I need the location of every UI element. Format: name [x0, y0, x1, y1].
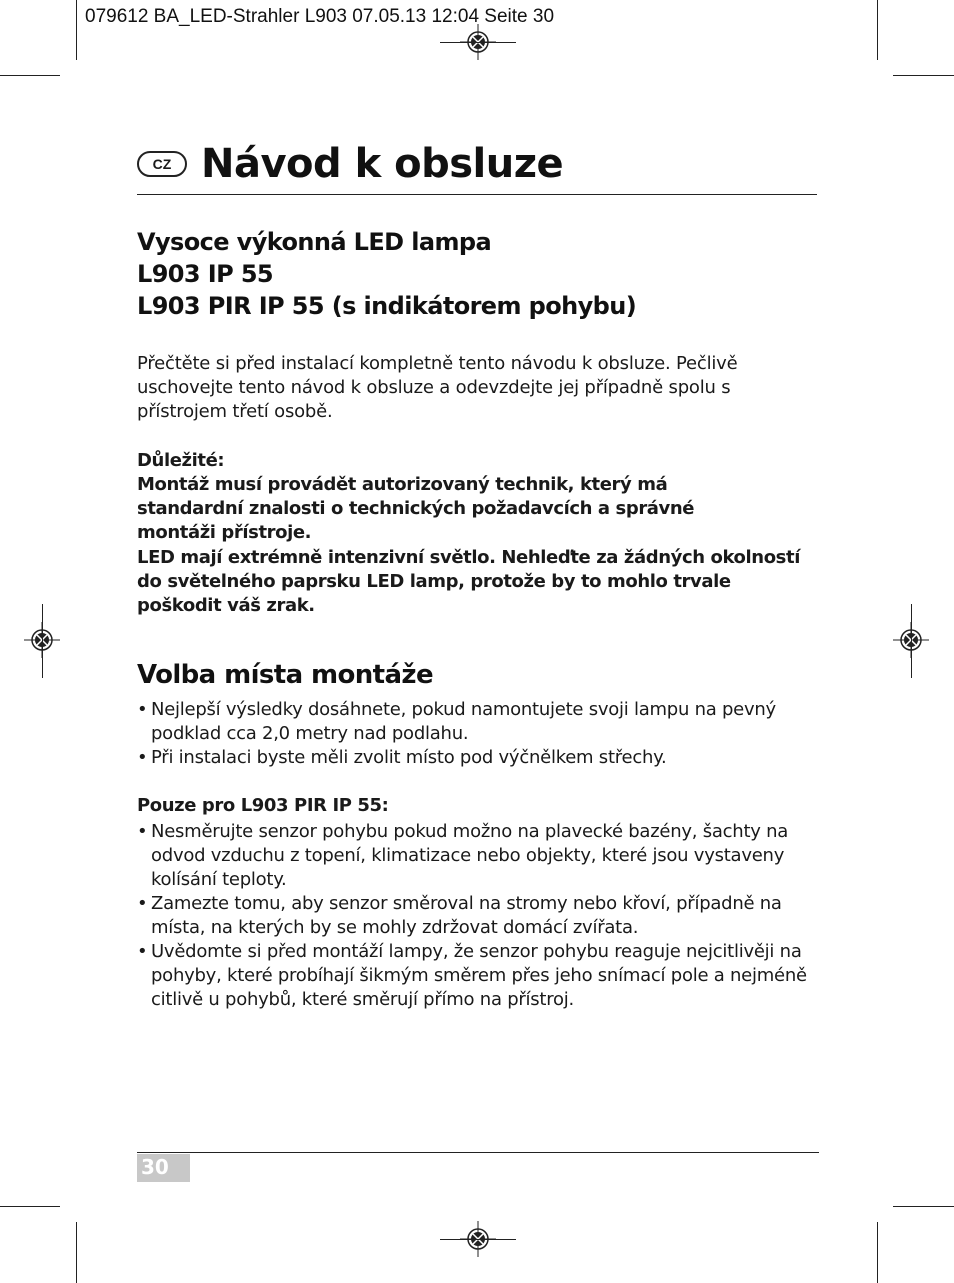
- crop-mark: [440, 42, 516, 43]
- footer-divider: [137, 1152, 819, 1153]
- crop-mark: [440, 1239, 516, 1240]
- pir-subheading: Pouze pro L903 PIR IP 55:: [137, 795, 389, 816]
- mounting-list: [137, 698, 821, 770]
- title-divider: [137, 194, 817, 195]
- section-heading: Volba místa montáže: [137, 660, 433, 690]
- list-item: • Nesměrujte senzor pohybu pokud možno na plavecké bazény, šachty na odvod vzduchu z topení, klimatizace nebo objekty, které jsou vystaveny kolísání teploty.: [137, 820, 821, 892]
- list-item: • Uvědomte si před montáží lampy, že senzor pohybu reaguje nejcitlivěji na pohyby, které probíhají šikmým směrem přes jeho snímací pole a nejméně citlivě u pohybů, které směrují přímo na přístroj.: [137, 940, 821, 1012]
- language-badge: CZ: [137, 151, 187, 177]
- important-text: Montáž musí provádět autorizovaný technik, který má standardní znalosti o technických požadavcích a správné montáži přístroje.: [137, 474, 695, 543]
- crop-mark: [42, 604, 43, 678]
- important-note: [137, 449, 777, 545]
- list-item: • Zamezte tomu, aby senzor směroval na stromy nebo křoví, případně na místa, na kterých by se mohly zdržovat domácí zvířata.: [137, 892, 821, 940]
- crop-mark: [76, 1222, 77, 1283]
- important-label: Důležité:: [137, 450, 225, 471]
- warning-paragraph: LED mají extrémně intenzivní světlo. Nehleďte za žádných okolností do světelného paprsku LED lamp, protože by to mohlo trvale poškodit váš zrak.: [137, 547, 800, 616]
- list-item: • Nejlepší výsledky dosáhnete, pokud namontujete svoji lampu na pevný podklad cca 2,0 metry nad podlahu.: [137, 698, 821, 746]
- list-item: • Při instalaci byste měli zvolit místo pod výčnělkem střechy.: [137, 746, 821, 770]
- crop-mark: [911, 604, 912, 678]
- print-header: 079612 BA_LED-Strahler L903 07.05.13 12:04 Seite 30: [85, 6, 555, 27]
- crop-mark: [0, 1206, 60, 1207]
- crop-mark: [76, 0, 77, 60]
- intro-paragraph: Přečtěte si před instalací kompletně tento návodu k obsluze. Pečlivě uschovejte tento návod k obsluze a odevzdejte jej případně spolu s přístrojem třetí osobě.: [137, 353, 738, 422]
- crop-mark: [893, 75, 954, 76]
- crop-mark: [0, 75, 60, 76]
- crop-mark: [877, 0, 878, 60]
- product-heading: [137, 226, 827, 322]
- crop-mark: [893, 1206, 954, 1207]
- pir-list: [137, 820, 821, 1012]
- page-number: 30: [137, 1154, 190, 1182]
- product-name: Vysoce výkonná LED lampa: [137, 228, 492, 256]
- crop-mark: [877, 1222, 878, 1283]
- product-model-pir: L903 PIR IP 55 (s indikátorem pohybu): [137, 292, 637, 320]
- page-title: Návod k obsluze: [201, 141, 564, 187]
- title-row: [137, 140, 563, 188]
- product-model: L903 IP 55: [137, 260, 274, 288]
